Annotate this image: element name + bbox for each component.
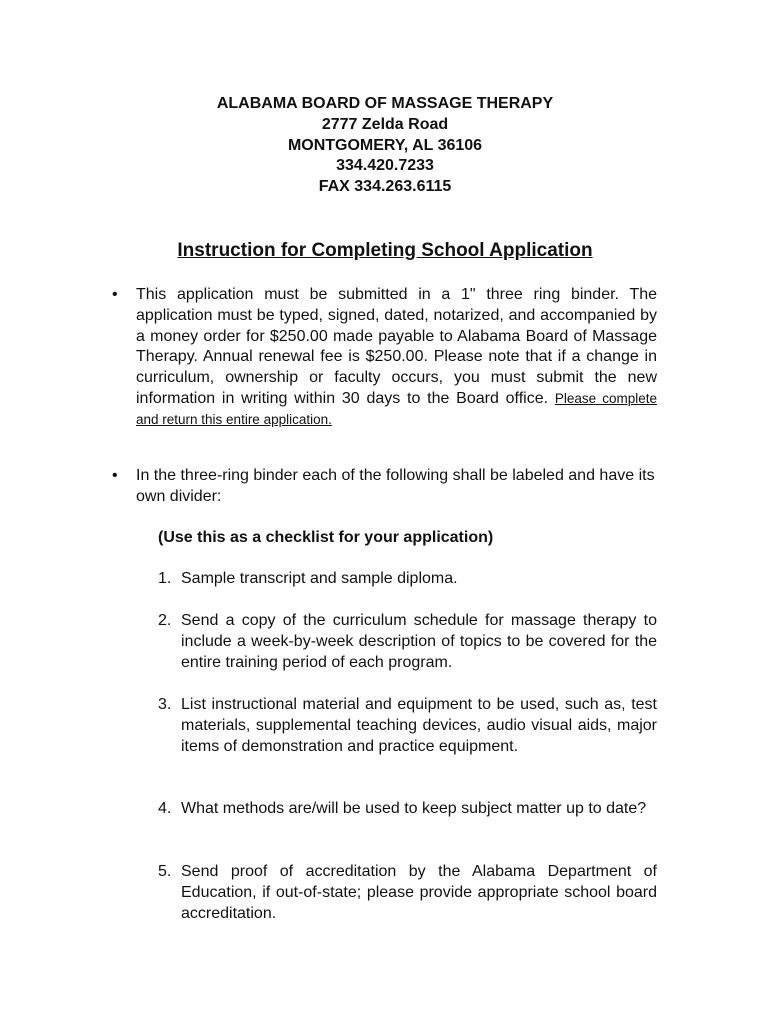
checklist-item <box>158 569 657 590</box>
item-text: Sample transcript and sample diploma. <box>181 570 458 587</box>
checklist-heading: (Use this as a checklist for your application) <box>158 529 494 546</box>
item-number: 1. <box>158 570 172 587</box>
item-text: Send a copy of the curriculum schedule for massage therapy to include a week-by-week description of topics to be covered for the entire training period of each program. <box>181 612 657 671</box>
street-address: 2777 Zelda Road <box>321 115 449 133</box>
bullet-icon: • <box>112 467 118 484</box>
page-title: Instruction for Completing School Application <box>177 240 593 261</box>
item-text: Send proof of accreditation by the Alabama Department of Education, if out-of-state; please provide appropriate school board accreditation. <box>181 863 657 922</box>
checklist-item <box>158 695 657 757</box>
phone-number: 334.420.7233 <box>336 157 434 175</box>
bullet-icon: • <box>112 286 118 303</box>
letterhead <box>0 94 770 198</box>
item-number: 2. <box>158 612 172 629</box>
org-name: ALABAMA BOARD OF MASSAGE THERAPY <box>216 95 554 112</box>
item-number: 5. <box>158 863 172 880</box>
checklist-item <box>158 611 657 673</box>
instruction-paragraph-1 <box>136 285 657 431</box>
item-text: List instructional material and equipment to be used, such as, test materials, supplemental teaching devices, audio visual aids, major items of demonstration and practice equipment. <box>181 696 657 755</box>
checklist-item <box>158 862 657 924</box>
instruction-paragraph-2: In the three-ring binder each of the following shall be labeled and have its own divider: <box>136 467 655 505</box>
city-state-zip: MONTGOMERY, AL 36106 <box>287 136 483 154</box>
instruction-text-1: This application must be submitted in a 1" three ring binder. The application must be typed, signed, dated, notarized, and accompanied by a money order for $250.00 made payable to Alabama Board of Massage Therapy. Annual renewal fee is $250.00. Please note that if a change in curriculum, ownership or faculty occurs, you must submit the new information in writing within 30 days to the Board office. <box>136 286 657 407</box>
item-number: 3. <box>158 696 172 713</box>
checklist-item <box>158 799 657 820</box>
fax-number: FAX 334.263.6115 <box>318 178 452 196</box>
item-number: 4. <box>158 800 172 817</box>
item-text: What methods are/will be used to keep subject matter up to date? <box>181 800 647 817</box>
instruction-underlined-note: Please complete and return this entire application. <box>136 390 658 427</box>
